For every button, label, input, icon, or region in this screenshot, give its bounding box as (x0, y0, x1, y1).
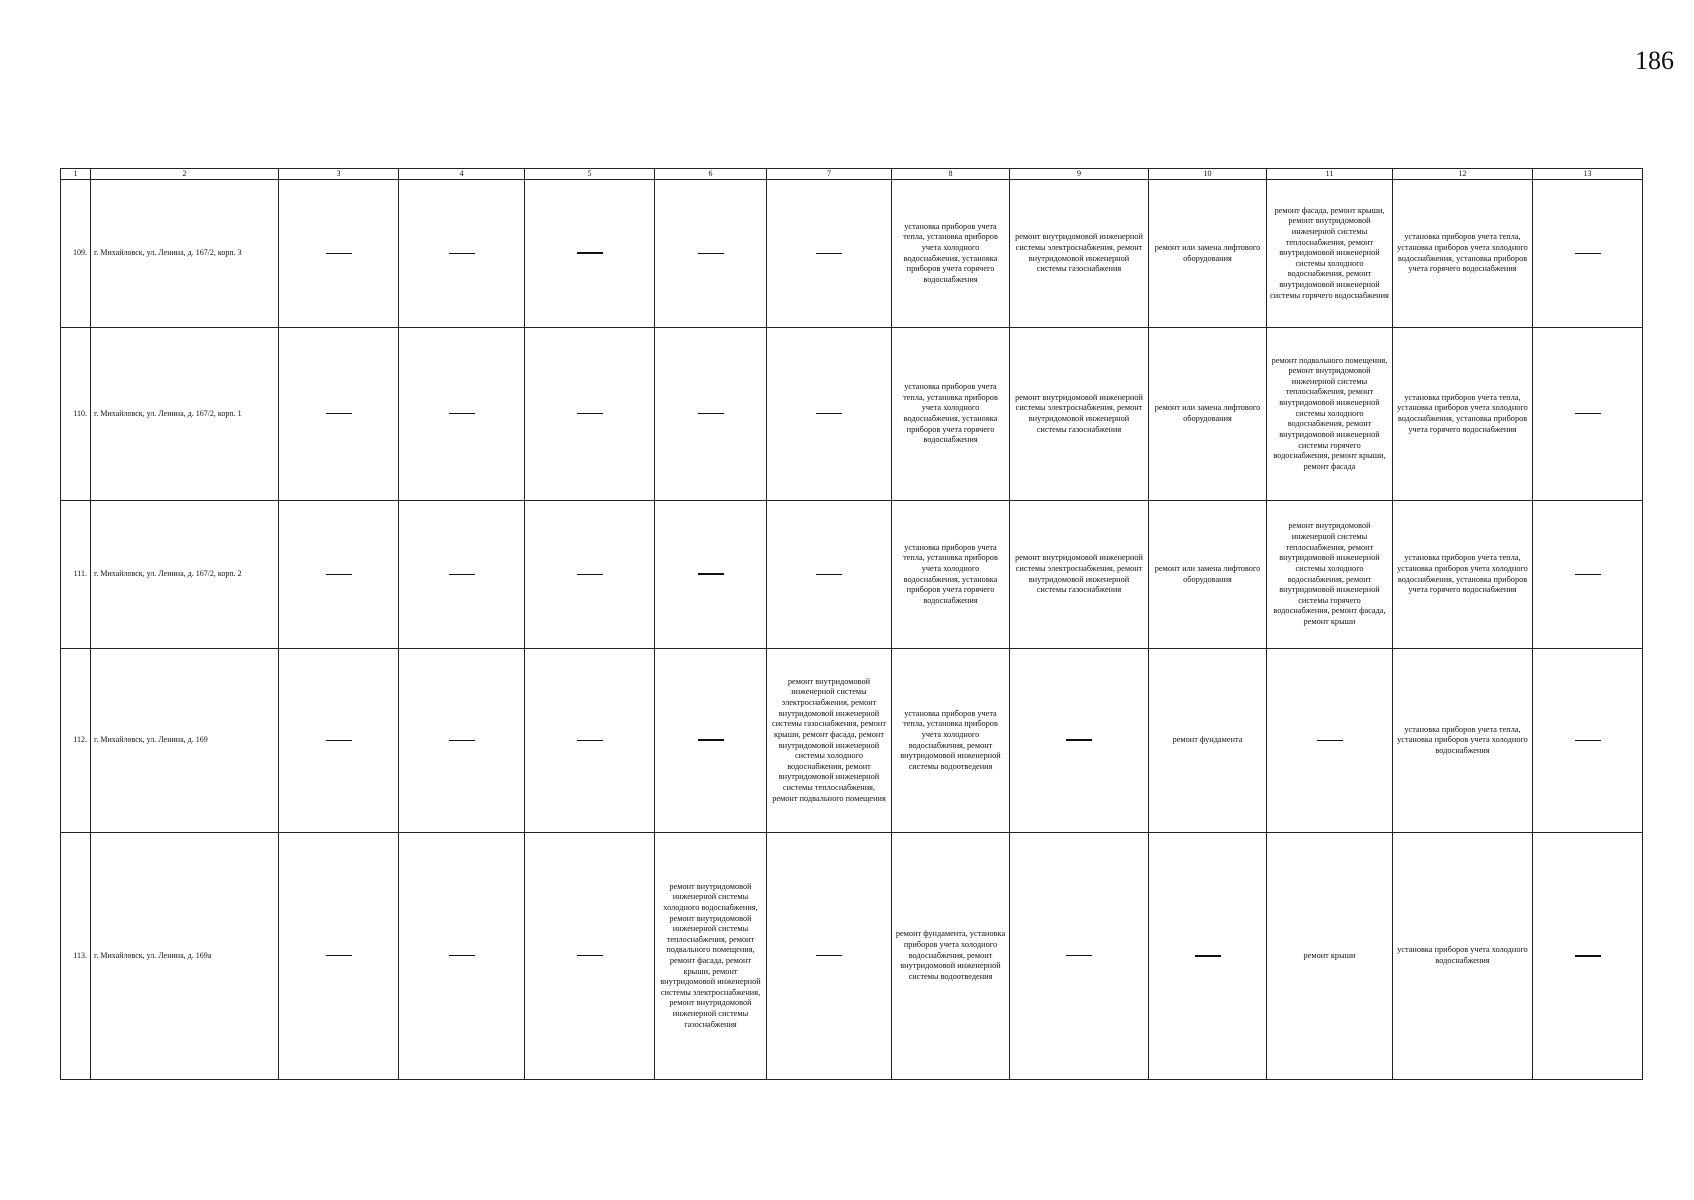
empty-cell (655, 501, 767, 649)
dash-mark (1575, 253, 1601, 254)
empty-cell (525, 328, 655, 501)
empty-cell (1533, 328, 1643, 501)
work-cell: ремонт фасада, ремонт крыши, ремонт внутридомовой инженерной системы теплоснабжения, ремонт внутридомовой инженерной системы холодного водоснабжения, ремонт внутридомовой инженерной системы горячего водоснабжения (1267, 180, 1393, 328)
dash-mark (449, 740, 475, 741)
column-number-row (61, 169, 1643, 180)
address-cell: г. Михайловск, ул. Ленина, д. 167/2, корп. 1 (91, 328, 279, 501)
table-row (61, 649, 1643, 833)
empty-cell (1533, 180, 1643, 328)
dash-mark (326, 413, 352, 414)
row-number: 112. (61, 649, 91, 833)
empty-cell (767, 328, 892, 501)
empty-cell (655, 328, 767, 501)
empty-cell (655, 180, 767, 328)
dash-mark (1317, 740, 1343, 741)
dash-mark (816, 253, 842, 254)
dash-mark (577, 413, 603, 414)
empty-cell (1533, 649, 1643, 833)
column-number: 10 (1149, 169, 1267, 180)
work-cell: ремонт или замена лифтового оборудования (1149, 501, 1267, 649)
work-cell: ремонт или замена лифтового оборудования (1149, 328, 1267, 501)
empty-cell (399, 833, 525, 1080)
table-row (61, 833, 1643, 1080)
dash-mark (449, 253, 475, 254)
dash-mark (326, 253, 352, 254)
dash-mark (577, 252, 603, 254)
work-cell: ремонт внутридомовой инженерной системы электроснабжения, ремонт внутридомовой инженерной системы газоснабжения (1010, 180, 1149, 328)
empty-cell (279, 649, 399, 833)
work-cell: установка приборов учета тепла, установка приборов учета холодного водоснабжения, установка приборов учета горячего водоснабжения (1393, 328, 1533, 501)
work-cell: установка приборов учета тепла, установка приборов учета холодного водоснабжения (1393, 649, 1533, 833)
empty-cell (1010, 833, 1149, 1080)
address-cell: г. Михайловск, ул. Ленина, д. 169а (91, 833, 279, 1080)
column-number: 13 (1533, 169, 1643, 180)
empty-cell (525, 833, 655, 1080)
work-cell: ремонт фундамента (1149, 649, 1267, 833)
dash-mark (326, 740, 352, 741)
column-number: 3 (279, 169, 399, 180)
dash-mark (577, 574, 603, 575)
work-cell: ремонт подвального помещения, ремонт внутридомовой инженерной системы теплоснабжения, ремонт внутридомовой инженерной системы холодного водоснабжения, ремонт внутридомовой инженерной системы горячего водоснабжения, ремонт крыши, ремонт фасада (1267, 328, 1393, 501)
row-number: 110. (61, 328, 91, 501)
empty-cell (1149, 833, 1267, 1080)
dash-mark (326, 955, 352, 956)
work-cell: установка приборов учета холодного водоснабжения (1393, 833, 1533, 1080)
empty-cell (1267, 649, 1393, 833)
row-number: 113. (61, 833, 91, 1080)
column-number: 2 (91, 169, 279, 180)
work-cell: ремонт внутридомовой инженерной системы холодного водоснабжения, ремонт внутридомовой инженерной системы теплоснабжения, ремонт подвального помещения, ремонт фасада, ремонт крыши, ремонт внутридомовой инженерной системы электроснабжения, ремонт внутридомовой инженерной системы газоснабжения (655, 833, 767, 1080)
empty-cell (525, 501, 655, 649)
table-row (61, 328, 1643, 501)
work-cell: ремонт внутридомовой инженерной системы электроснабжения, ремонт внутридомовой инженерной системы газоснабжения (1010, 328, 1149, 501)
dash-mark (449, 955, 475, 956)
dash-mark (577, 955, 603, 956)
row-number: 111. (61, 501, 91, 649)
column-number: 9 (1010, 169, 1149, 180)
column-number: 1 (61, 169, 91, 180)
dash-mark (816, 413, 842, 414)
dash-mark (698, 573, 724, 575)
empty-cell (767, 833, 892, 1080)
work-cell: установка приборов учета тепла, установка приборов учета холодного водоснабжения, установка приборов учета горячего водоснабжения (892, 180, 1010, 328)
empty-cell (399, 501, 525, 649)
column-number: 4 (399, 169, 525, 180)
dash-mark (816, 955, 842, 956)
empty-cell (767, 180, 892, 328)
empty-cell (767, 501, 892, 649)
column-number: 11 (1267, 169, 1393, 180)
work-cell: ремонт крыши (1267, 833, 1393, 1080)
address-cell: г. Михайловск, ул. Ленина, д. 167/2, корп. 3 (91, 180, 279, 328)
dash-mark (698, 253, 724, 254)
table-row (61, 501, 1643, 649)
address-cell: г. Михайловск, ул. Ленина, д. 169 (91, 649, 279, 833)
dash-mark (1066, 955, 1092, 956)
column-number: 8 (892, 169, 1010, 180)
empty-cell (1533, 501, 1643, 649)
dash-mark (1066, 739, 1092, 741)
column-number: 12 (1393, 169, 1533, 180)
empty-cell (399, 649, 525, 833)
empty-cell (525, 649, 655, 833)
column-number: 5 (525, 169, 655, 180)
empty-cell (279, 833, 399, 1080)
empty-cell (1533, 833, 1643, 1080)
empty-cell (279, 328, 399, 501)
dash-mark (816, 574, 842, 575)
column-number: 6 (655, 169, 767, 180)
work-cell: ремонт фундамента, установка приборов учета холодного водоснабжения, ремонт внутридомовой инженерной системы водоотведения (892, 833, 1010, 1080)
column-number: 7 (767, 169, 892, 180)
dash-mark (326, 574, 352, 575)
empty-cell (279, 180, 399, 328)
empty-cell (399, 328, 525, 501)
empty-cell (525, 180, 655, 328)
dash-mark (449, 413, 475, 414)
dash-mark (1195, 955, 1221, 957)
dash-mark (1575, 955, 1601, 957)
dash-mark (577, 740, 603, 741)
work-cell: ремонт внутридомовой инженерной системы электроснабжения, ремонт внутридомовой инженерной системы газоснабжения, ремонт крыши, ремонт фасада, ремонт внутридомовой инженерной системы холодного водоснабжения, ремонт внутридомовой инженерной системы теплоснабжения, ремонт подвального помещения (767, 649, 892, 833)
row-number: 109. (61, 180, 91, 328)
work-cell: установка приборов учета тепла, установка приборов учета холодного водоснабжения, ремонт внутридомовой инженерной системы водоотведения (892, 649, 1010, 833)
repair-schedule-table (60, 168, 1643, 1080)
dash-mark (698, 413, 724, 414)
work-cell: установка приборов учета тепла, установка приборов учета холодного водоснабжения, установка приборов учета горячего водоснабжения (892, 328, 1010, 501)
empty-cell (279, 501, 399, 649)
dash-mark (1575, 413, 1601, 414)
work-cell: установка приборов учета тепла, установка приборов учета холодного водоснабжения, установка приборов учета горячего водоснабжения (1393, 501, 1533, 649)
table-row (61, 180, 1643, 328)
empty-cell (399, 180, 525, 328)
empty-cell (1010, 649, 1149, 833)
address-cell: г. Михайловск, ул. Ленина, д. 167/2, корп. 2 (91, 501, 279, 649)
work-cell: ремонт или замена лифтового оборудования (1149, 180, 1267, 328)
work-cell: ремонт внутридомовой инженерной системы электроснабжения, ремонт внутридомовой инженерной системы газоснабжения (1010, 501, 1149, 649)
empty-cell (655, 649, 767, 833)
work-cell: ремонт внутридомовой инженерной системы теплоснабжения, ремонт внутридомовой инженерной системы холодного водоснабжения, ремонт внутридомовой инженерной системы горячего водоснабжения, ремонт фасада, ремонт крыши (1267, 501, 1393, 649)
dash-mark (449, 574, 475, 575)
work-cell: установка приборов учета тепла, установка приборов учета холодного водоснабжения, установка приборов учета горячего водоснабжения (892, 501, 1010, 649)
page-number: 186 (1635, 46, 1674, 75)
work-cell: установка приборов учета тепла, установка приборов учета холодного водоснабжения, установка приборов учета горячего водоснабжения (1393, 180, 1533, 328)
dash-mark (1575, 740, 1601, 741)
dash-mark (1575, 574, 1601, 575)
dash-mark (698, 739, 724, 741)
